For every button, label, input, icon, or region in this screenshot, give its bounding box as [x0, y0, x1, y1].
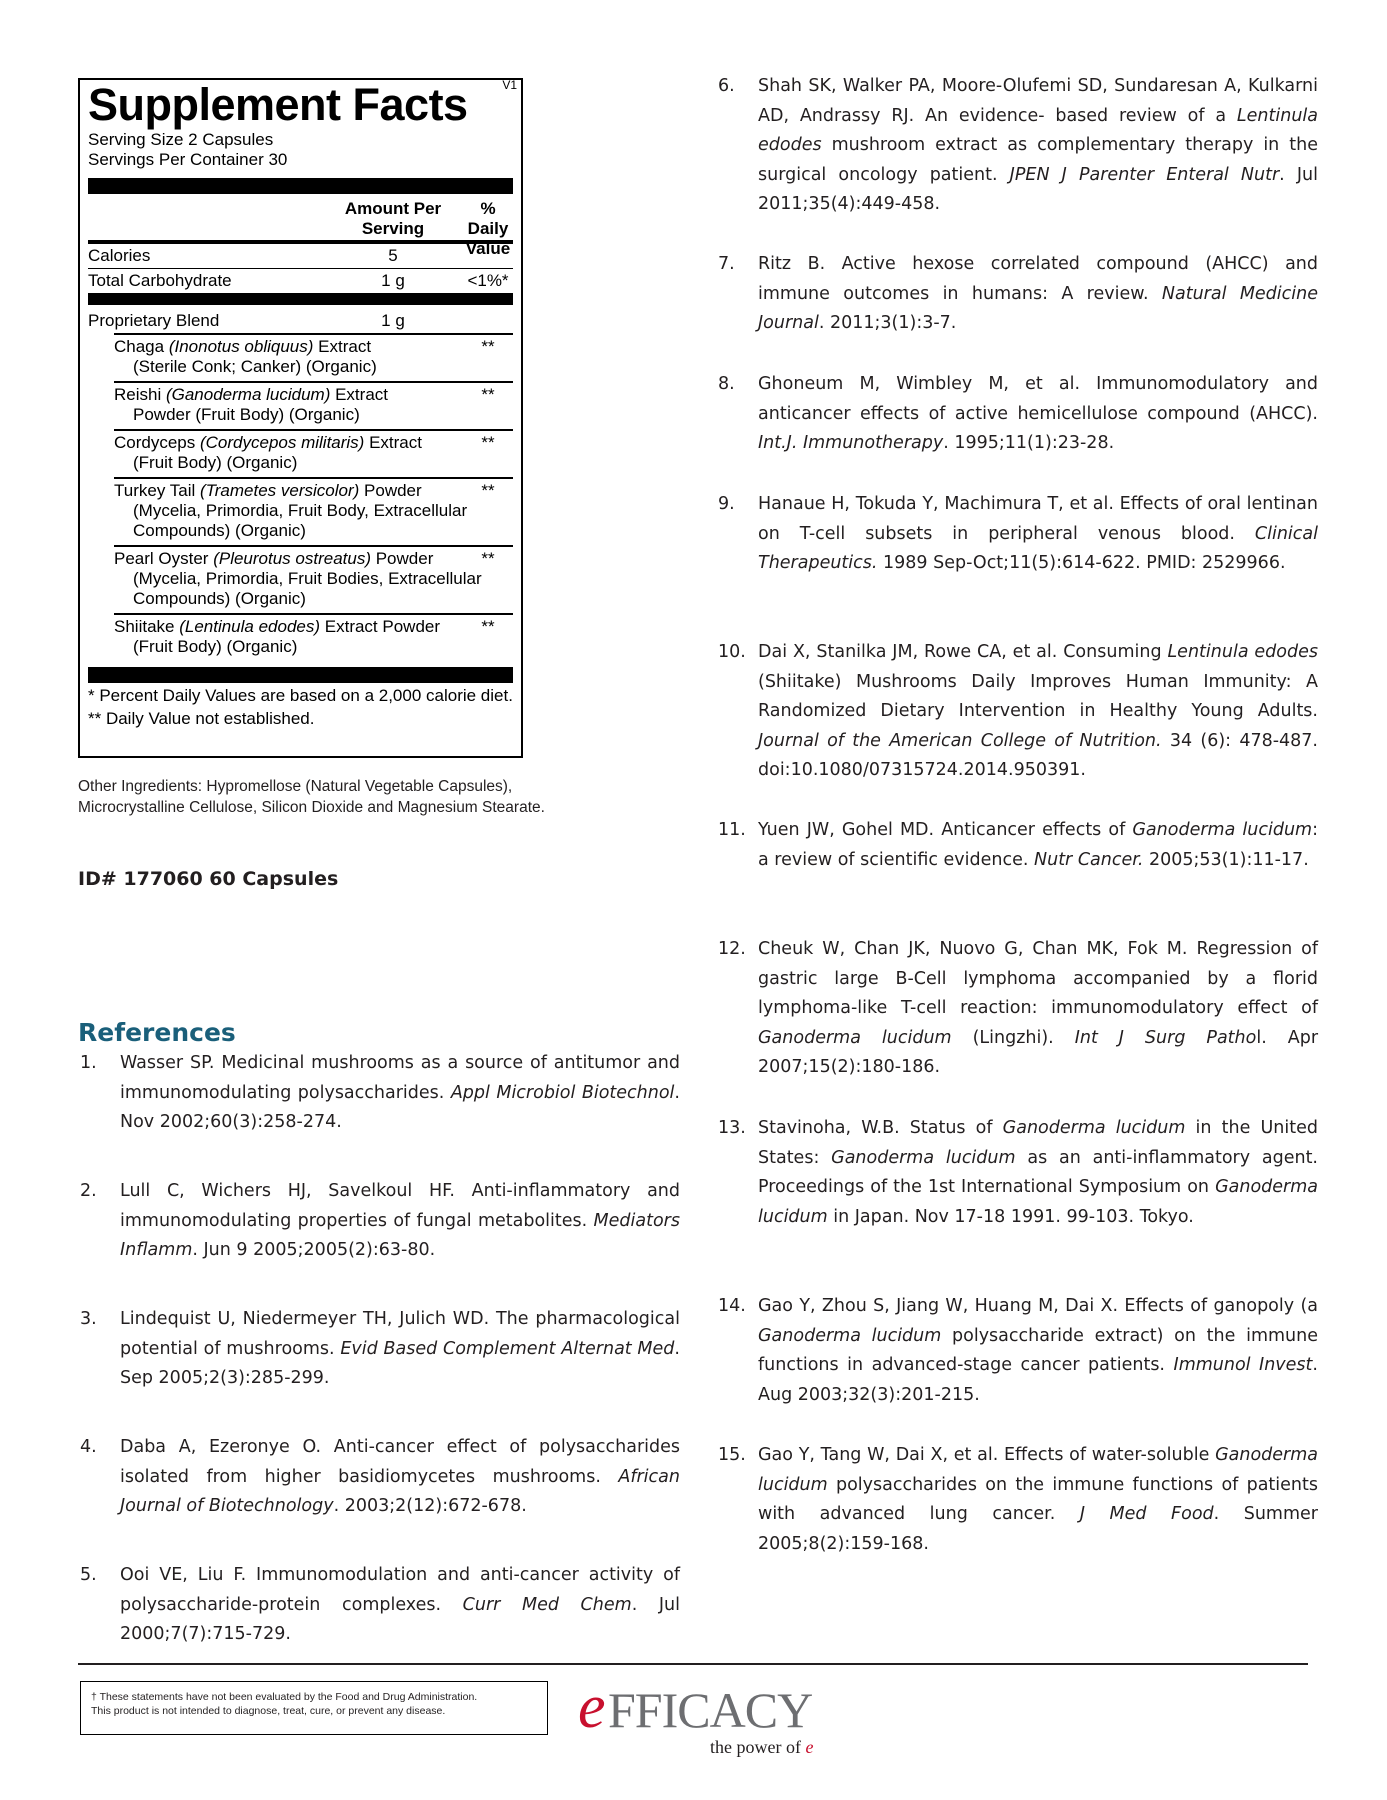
ingredient-detail: (Mycelia, Primordia, Fruit Body, Extracellular: [133, 501, 468, 520]
facts-row-blend: [88, 305, 513, 333]
divider-thick: [88, 178, 513, 194]
reference-item: 14. Gao Y, Zhou S, Jiang W, Huang M, Dai X. Effects of ganopoly (a Ganoderma lucidum polysaccharide extract) on the immune functions in advanced-stage cancer patients. Immunol Invest. Aug 2003;32(3):201-215.: [758, 1292, 1318, 1410]
ingredient-name: Pearl Oyster (Pleurotus ostreatus) Powder: [114, 549, 434, 568]
logo-letter: e: [578, 1673, 606, 1741]
row-name: Calories: [88, 246, 151, 265]
reference-number: 1.: [80, 1053, 97, 1073]
divider-thick: [88, 667, 513, 683]
logo-word: FFICACY: [608, 1682, 813, 1738]
reference-item: 9. Hanaue H, Tokuda Y, Machimura T, et al. Effects of oral lentinan on T-cell subsets in peripheral venous blood. Clinical Therapeutics. 1989 Sep-Oct;11(5):614-622. PMID: 2529966.: [758, 490, 1318, 579]
reference-item: 7. Ritz B. Active hexose correlated compound (AHCC) and immune outcomes in humans: A review. Natural Medicine Journal. 2011;3(1):3-7.: [758, 250, 1318, 339]
row-name: Total Carbohydrate: [88, 271, 232, 290]
reference-item: 13. Stavinoha, W.B. Status of Ganoderma lucidum in the United States: Ganoderma lucidum as an anti-inflammatory agent. Proceedings of the 1st International Symposium on Ganoderma lucidum in Japan. Nov 17-18 1991. 99-103. Tokyo.: [758, 1114, 1318, 1232]
other-ingredients: Other Ingredients: Hypromellose (Natural Vegetable Capsules), Microcrystalline Cellulose, Silicon Dioxide and Magnesium Stearate.: [78, 778, 545, 816]
ingredient-detail: (Fruit Body) (Organic): [133, 453, 298, 472]
supplement-facts-panel: [78, 78, 523, 758]
disclaimer-line: This product is not intended to diagnose, treat, cure, or prevent any disease.: [91, 1705, 446, 1717]
references-heading: References: [78, 1018, 236, 1047]
row-amount: 5: [388, 246, 398, 265]
reference-number: 9.: [718, 494, 735, 514]
ingredient-detail: Compounds) (Organic): [133, 521, 306, 540]
fda-disclaimer: [80, 1681, 548, 1735]
reference-number: 2.: [80, 1181, 97, 1201]
product-id: ID# 177060 60 Capsules: [78, 868, 339, 890]
reference-number: 12.: [718, 939, 746, 959]
reference-item: 5. Ooi VE, Liu F. Immunomodulation and anti-cancer activity of polysaccharide-protein complexes. Curr Med Chem. Jul 2000;7(7):715-729.: [120, 1561, 680, 1650]
ingredient-dv: **: [481, 385, 495, 404]
reference-item: 3. Lindequist U, Niedermeyer TH, Julich WD. The pharmacological potential of mushrooms. Evid Based Complement Alternat Med. Sep 2005;2(3):285-299.: [120, 1305, 680, 1394]
ingredient-detail: Powder (Fruit Body) (Organic): [133, 405, 360, 424]
reference-item: 6. Shah SK, Walker PA, Moore-Olufemi SD, Sundaresan A, Kulkarni AD, Andrassy RJ. An evidence- based review of a Lentinula edodes mushroom extract as complementary therapy in the surgical oncology patient. JPEN J Parenter Enteral Nutr. Jul 2011;35(4):449-458.: [758, 72, 1318, 220]
facts-row-carbohydrate: [88, 268, 513, 293]
ingredient-item: [114, 477, 513, 545]
facts-row-calories: [88, 240, 513, 268]
reference-number: 6.: [718, 76, 735, 96]
ingredient-list: [88, 333, 513, 661]
reference-number: 5.: [80, 1565, 97, 1585]
ingredient-name: Shiitake (Lentinula edodes) Extract Powder: [114, 617, 441, 636]
ingredient-dv: **: [481, 481, 495, 500]
reference-number: 11.: [718, 820, 746, 840]
reference-item: 11. Yuen JW, Gohel MD. Anticancer effects of Ganoderma lucidum: a review of scientific evidence. Nutr Cancer. 2005;53(1):11-17.: [758, 816, 1318, 875]
reference-number: 14.: [718, 1296, 746, 1316]
ingredient-dv: **: [481, 433, 495, 452]
ingredient-dv: **: [481, 617, 495, 636]
reference-number: 15.: [718, 1445, 746, 1465]
ingredient-dv: **: [481, 337, 495, 356]
ingredient-item: [114, 613, 513, 661]
divider-medium: [88, 293, 513, 305]
daily-value-header: % Daily Value: [465, 199, 511, 258]
reference-number: 10.: [718, 642, 746, 662]
disclaimer-line: † These statements have not been evaluated by the Food and Drug Administration.: [91, 1691, 478, 1703]
reference-item: 12. Cheuk W, Chan JK, Nuovo G, Chan MK, Fok M. Regression of gastric large B-Cell lymphoma accompanied by a florid lymphoma-like T-cell reaction: immunomodulatory effect of Ganoderma lucidum (Lingzhi). Int J Surg Pathol. Apr 2007;15(2):180-186.: [758, 935, 1318, 1083]
footnote-percent: * Percent Daily Values are based on a 2,000 calorie diet.: [88, 686, 513, 705]
reference-number: 8.: [718, 374, 735, 394]
ingredient-dv: **: [481, 549, 495, 568]
ingredient-name: Chaga (Inonotus obliquus) Extract: [114, 337, 372, 356]
serving-size: Serving Size 2 Capsules: [88, 130, 274, 149]
servings-per-container: Servings Per Container 30: [88, 150, 288, 169]
version-label: V1: [502, 78, 517, 92]
ingredient-detail: (Fruit Body) (Organic): [133, 637, 298, 656]
reference-number: 13.: [718, 1118, 746, 1138]
ingredient-name: Reishi (Ganoderma lucidum) Extract: [114, 385, 388, 404]
reference-number: 4.: [80, 1437, 97, 1457]
reference-item: 15. Gao Y, Tang W, Dai X, et al. Effects of water-soluble Ganoderma lucidum polysaccharides on the immune functions of patients with advanced lung cancer. J Med Food. Summer 2005;8(2):159-168.: [758, 1441, 1318, 1559]
reference-item: 4. Daba A, Ezeronye O. Anti-cancer effect of polysaccharides isolated from higher basidiomycetes mushrooms. African Journal of Biotechnology. 2003;2(12):672-678.: [120, 1433, 680, 1522]
reference-item: 8. Ghoneum M, Wimbley M, et al. Immunomodulatory and anticancer effects of active hemicellulose compound (AHCC). Int.J. Immunotherapy. 1995;11(1):23-28.: [758, 370, 1318, 459]
reference-item: 10. Dai X, Stanilka JM, Rowe CA, et al. Consuming Lentinula edodes (Shiitake) Mushrooms Daily Improves Human Immunity: A Randomized Dietary Intervention in Healthy Young Adults. Journal of the American College of Nutrition. 34 (6): 478-487. doi:10.1080/07315724.2014.950391.: [758, 638, 1318, 786]
row-name: Proprietary Blend: [88, 311, 220, 330]
reference-item: 1. Wasser SP. Medicinal mushrooms as a source of antitumor and immunomodulating polysaccharides. Appl Microbiol Biotechnol. Nov 2002;60(3):258-274.: [120, 1049, 680, 1138]
row-amount: 1 g: [381, 311, 405, 330]
row-amount: 1 g: [381, 271, 405, 290]
facts-title: Supplement Facts: [88, 79, 468, 130]
ingredient-name: Cordyceps (Cordycepos militaris) Extract: [114, 433, 422, 452]
reference-number: 7.: [718, 254, 735, 274]
footnote-dv: ** Daily Value not established.: [88, 709, 315, 728]
row-dv: <1%*: [467, 271, 509, 290]
ingredient-item: [114, 545, 513, 613]
logo-tagline: the power of e: [710, 1737, 814, 1757]
amount-header: Amount Per Serving: [344, 199, 442, 238]
ingredient-name: Turkey Tail (Trametes versicolor) Powder: [114, 481, 422, 500]
ingredient-item: [114, 381, 513, 429]
ingredient-detail: (Mycelia, Primordia, Fruit Bodies, Extracellular: [133, 569, 482, 588]
ingredient-item: [114, 429, 513, 477]
ingredient-item: [114, 333, 513, 381]
ingredient-detail: Compounds) (Organic): [133, 589, 306, 608]
reference-number: 3.: [80, 1309, 97, 1329]
efficacy-logo: [570, 1665, 830, 1765]
reference-item: 2. Lull C, Wichers HJ, Savelkoul HF. Anti-inflammatory and immunomodulating properties of fungal metabolites. Mediators Inflamm. Jun 9 2005;2005(2):63-80.: [120, 1177, 680, 1266]
ingredient-detail: (Sterile Conk; Canker) (Organic): [133, 357, 377, 376]
